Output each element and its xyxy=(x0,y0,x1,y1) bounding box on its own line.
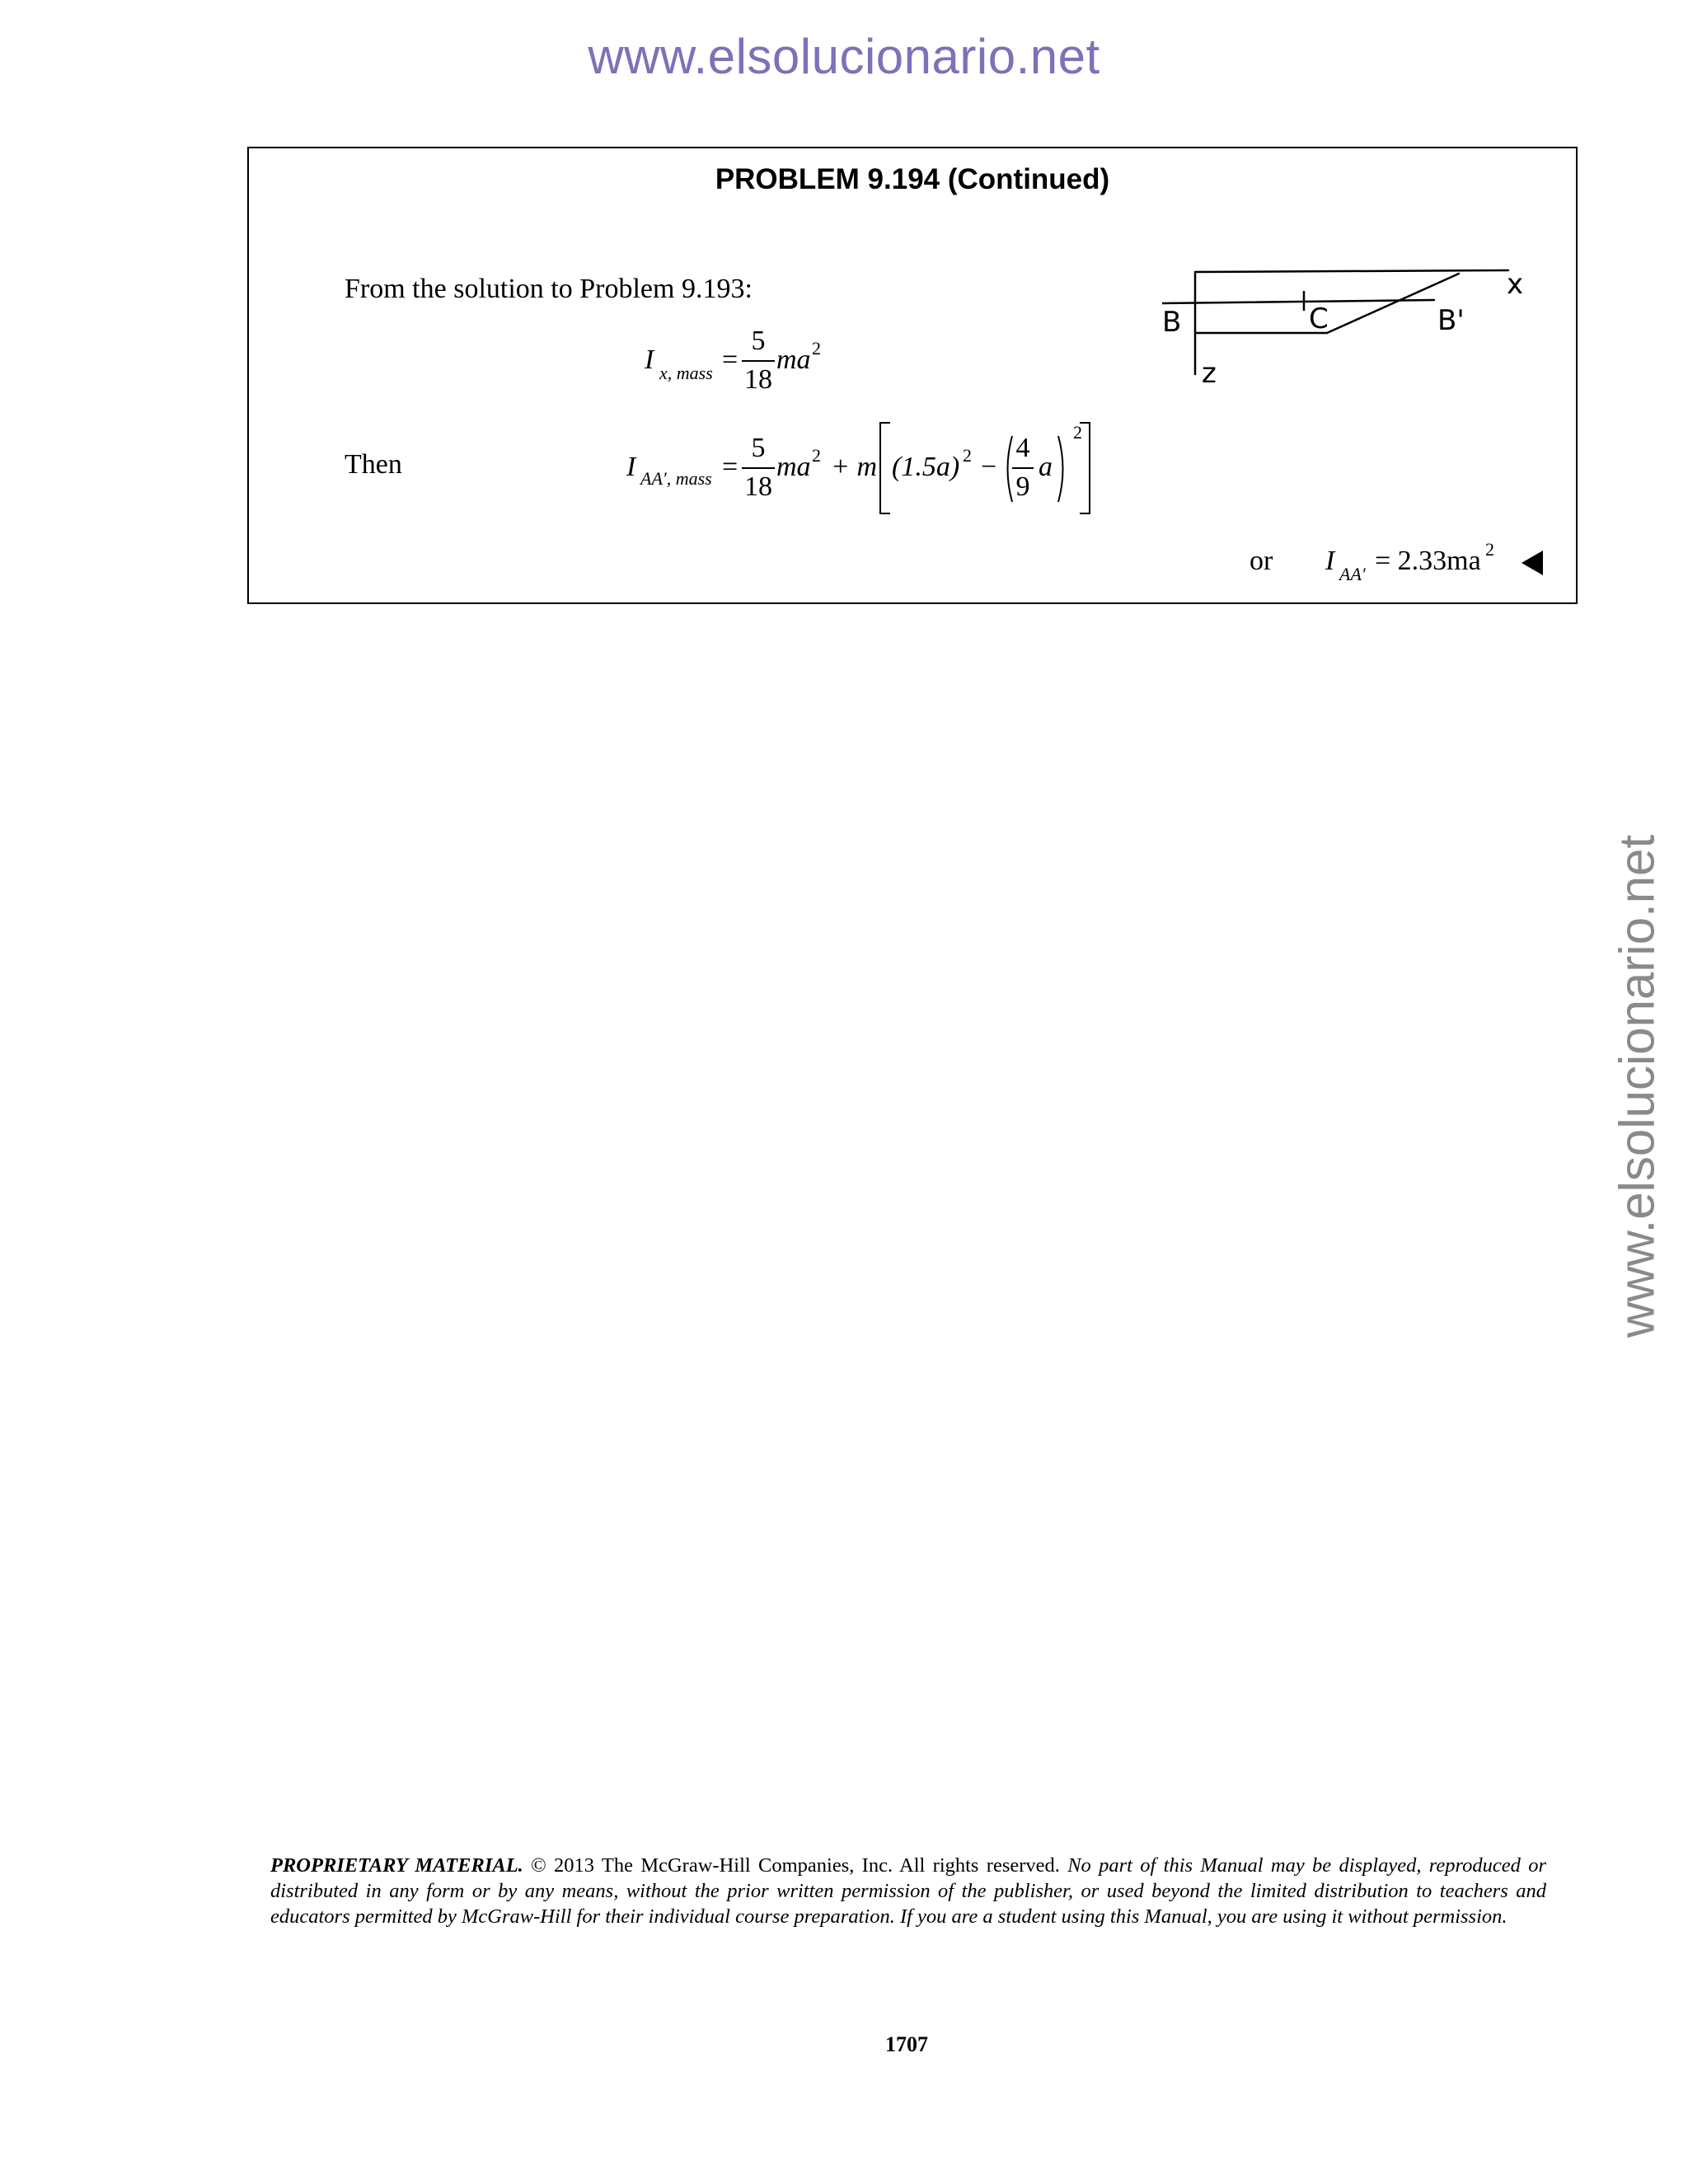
eq2-numerator: 5 xyxy=(751,433,766,463)
result-subscript: AA′ xyxy=(1339,564,1366,584)
footer-copyright xyxy=(270,1853,1546,1929)
label-z: z xyxy=(1202,357,1217,390)
eq1-ma: ma xyxy=(776,344,811,375)
watermark-top: www.elsolucionario.net xyxy=(588,29,1100,84)
answer-marker-icon xyxy=(1522,551,1543,575)
eq1-numerator: 5 xyxy=(751,326,766,356)
intro-text: From the solution to Problem 9.193: xyxy=(345,274,753,304)
then-label: Then xyxy=(345,449,402,480)
label-b-prime: B' xyxy=(1437,304,1465,337)
eq2-subscript: AA′, mass xyxy=(640,468,712,489)
eq2-a: a xyxy=(1039,452,1053,482)
label-x: x xyxy=(1507,268,1524,301)
page-number: 1707 xyxy=(885,2032,928,2056)
sketch-figure xyxy=(1162,257,1525,397)
eq2-exponent-2: 2 xyxy=(963,445,972,466)
eq1-exponent: 2 xyxy=(812,338,821,359)
eq2-right-paren xyxy=(1055,434,1070,504)
eq2-symbol: I xyxy=(626,452,636,482)
result-value: = 2.33ma xyxy=(1375,546,1481,576)
watermark-side: www.elsolucionario.net xyxy=(1609,834,1665,1338)
eq2-equals: = xyxy=(722,452,738,482)
eq1-denominator: 18 xyxy=(744,364,772,395)
eq2-fraction-bar-2 xyxy=(1012,467,1034,469)
result-exponent: 2 xyxy=(1485,539,1494,560)
result-symbol: I xyxy=(1325,546,1335,576)
eq2-numerator-2: 4 xyxy=(1015,433,1030,463)
eq1-equals: = xyxy=(722,344,738,375)
or-label: or xyxy=(1250,546,1273,576)
problem-title: PROBLEM 9.194 (Continued) xyxy=(715,163,1110,195)
eq2-ma: ma xyxy=(776,452,811,482)
footer-rights: © 2013 The McGraw-Hill Companies, Inc. All rights reserved. xyxy=(531,1854,1060,1877)
eq1-subscript: x, mass xyxy=(659,363,713,383)
eq2-plus-m: + m xyxy=(831,452,877,482)
eq2-exponent-3: 2 xyxy=(1073,422,1082,443)
x-axis-line xyxy=(1195,270,1508,272)
footer-lead: PROPRIETARY MATERIAL. xyxy=(270,1854,523,1877)
eq2-left-bracket xyxy=(877,420,893,516)
eq1-fraction-bar xyxy=(742,360,775,362)
eq2-exponent-1: 2 xyxy=(812,445,821,466)
eq2-minus: − xyxy=(981,452,997,482)
eq2-term: (1.5a) xyxy=(892,452,960,482)
eq2-fraction-bar xyxy=(742,467,775,469)
label-c: C xyxy=(1309,302,1329,335)
eq2-denominator: 18 xyxy=(744,471,772,502)
footer-notice: No part of this Manual may be displayed, reproduced or distributed in any form or by any means, without the prior written permission of the publisher, or used beyond the limited distribution to teachers and educators permitted by McGraw-Hill for their individual course preparation. If you are a student using this Manual, you are using it without permission. xyxy=(270,1854,1547,1928)
eq2-right-bracket xyxy=(1076,420,1093,516)
eq1-symbol: I xyxy=(645,344,654,375)
label-b: B xyxy=(1162,306,1182,339)
eq2-denominator-2: 9 xyxy=(1015,471,1030,502)
